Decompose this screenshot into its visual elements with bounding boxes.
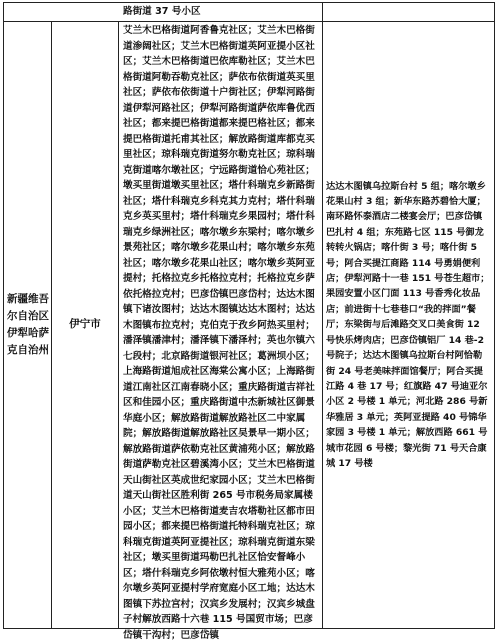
- city-cell: [52, 22, 118, 628]
- communities-cell: 艾兰木巴格街道阿香鲁克社区；艾兰木巴格街道渗阔社区；艾兰木巴格街道英阿亚提小区社区；艾兰木巴格街道巴依库勒社区；艾兰木巴格街道阿勒吞勒克社区；萨依布依街道英买里社区；萨依布依街道十户街社区；伊犁河路街道伊犁河路社区；伊犁河路街道萨依库鲁优西社区；都来提巴格街道都来提巴格社区；都来提巴格街道托甫其社区；解放路街道库都克买里社区；琼科瑞克街道努尔勒克社区；琼科瑞克街道喀尔墩社区；宁远路街道恰心苑社区；墩买里街道墩买里社区；塔什科瑞克乡新路街社区；塔什科瑞克乡科克其力克村；塔什科瑞克乡英买里村；塔什科瑞克乡果园村；塔什科瑞克乡绿洲社区；喀尔墩乡东梁村；喀尔墩乡景苑社区；喀尔墩乡花果山村；喀尔墩乡东苑社区；喀尔墩乡花果山社区；喀尔墩乡英阿亚提村；托格拉克乡托格拉克村；托格拉克乡萨依托格拉克村；巴彦岱镇巴彦岱村；达达木图镇下诸汝图村；达达木图镇达达木图村；达达木图镇布拉克村；克伯克于孜乡阿热买里村；潘泽镇潘津村；潘泽镇下潘泽村；英也尔镇六七段村；北京路街道银河社区；葛洲坝小区；上海路街道旭成社区海棠公寓小区；上海路街道江南社区江南春晓小区；重庆路街道吉祥社区和佳园小区；重庆路街道中杰新城社区御景华庭小区；解放路街道解放路社区二中家属院；解放路街道解放路社区吴景早一期小区；解放路街道萨依勒克社区黄浦苑小区；解放路街道萨勒克社区碧溪湾小区；艾兰木巴格街道天山街社区英成世纪家园小区；艾兰木巴格街道天山街社区胜利街 265 号市税务局家属楼小区；艾兰木巴格街道麦吉农塔勒社区都市田园小区；都来提巴格街道托特科瑞克社区；琼科瑞克街道英阿亚提社区；琼科瑞克街道东梁社区；墩买里街道玛勒巴扎社区恰安督峰小区；塔什科瑞克乡阿依墩村恒大雅苑小区；喀尔墩乡英阿亚提村学府宽庭小区工地；达达木图镇下苏拉宫村；汉宾乡发展村；汉宾乡城盘子村解放西路十六巷 115 号国贸市场；巴彦岱镇干沟村；巴彦岱镇: [123, 25, 315, 641]
- data-table: [3, 2, 495, 641]
- column-divider-3: [322, 3, 323, 628]
- places-cell: [326, 22, 492, 628]
- top-row-text: 路街道 37 号小区: [123, 6, 201, 17]
- column-divider-2: [118, 22, 119, 628]
- region-name: 新疆维吾尔自治区伊犁哈萨克自治州: [7, 293, 49, 356]
- places-text: 达达木图镇乌拉斯台村 5 组；喀尔墩乡花果山村 3 组；新华东路苏碧恰大厦；南环路怀泰酒店二楼宴会厅；巴彦岱镇巴扎村 4 组；东苑路七区 115 号御龙转转火锅店；喀什街 3 号；喀什街 5 号；阿合买提江商路 114 号勇娟便利店；伊犁河路十一巷 151 号苍生超市；果园安置小区门面 113 号香秀化妆品店；前进街十七巷巷口“我的拌面”餐厅；东梁街与后滩路交叉口美食街 12 号快乐烤肉店；巴彦岱镇铝厂 14 巷-2 号院子；达达木图镇乌拉斯台村阿恰勒街 24 号老美味拌面馆餐厅；阿合买提江路 4 巷 17 号；红旗路 47 号迪亚尔小区 2 号楼 1 单元；河北路 286 号新华雅居 3 单元；英阿亚提路 40 号锦华家园 3 号楼 1 单元；解放西路 661 号城市花园 6 号楼；黎光街 71 号天合康城 17 号楼: [326, 180, 490, 469]
- region-cell: [6, 22, 50, 628]
- city-name: 伊宁市: [69, 318, 101, 331]
